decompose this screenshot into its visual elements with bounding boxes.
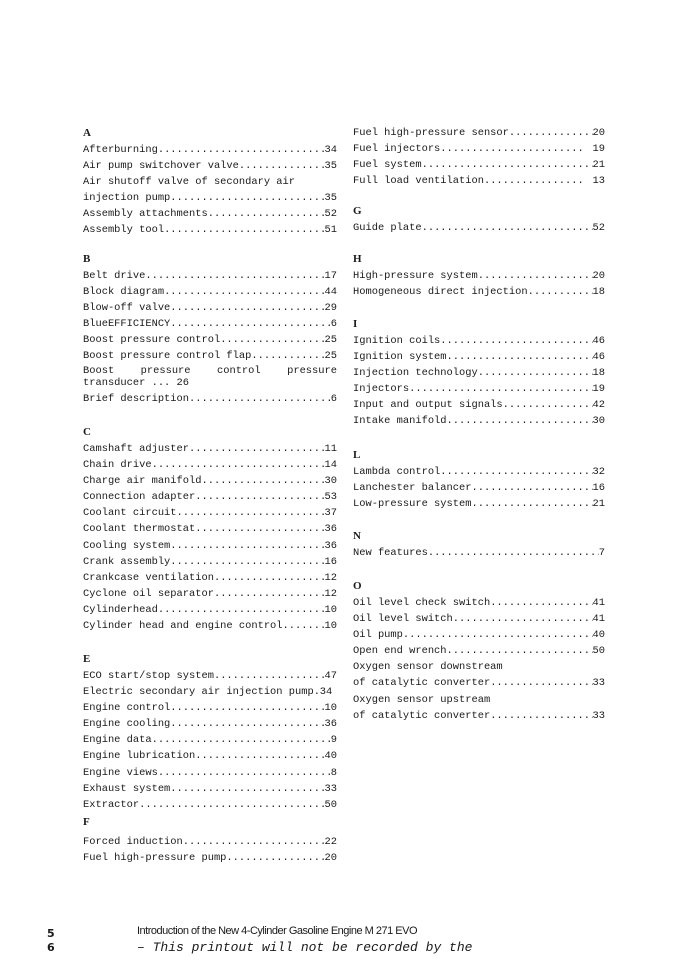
index-section-n xyxy=(353,528,605,561)
printout-notice: – This printout will not be recorded by the xyxy=(137,940,473,955)
index-entry: Belt drive ..... 17 xyxy=(83,268,337,284)
index-entry: Lanchester balancer ..... 16 xyxy=(353,480,605,496)
index-entry: Fuel high-pressure pump ..... 20 xyxy=(83,850,337,866)
index-entry: Ignition coils ..... 46 xyxy=(353,333,605,349)
index-entry: New features ..... 7 xyxy=(353,545,605,561)
index-entry: Assembly tool ..... 51 xyxy=(83,222,337,238)
index-entry: Ignition system ..... 46 xyxy=(353,349,605,365)
section-letter: H xyxy=(353,253,362,265)
index-section-e xyxy=(83,651,337,813)
index-entry: Connection adapter ..... 53 xyxy=(83,489,337,505)
section-letter: C xyxy=(83,426,91,438)
index-entry: Crank assembly ..... 16 xyxy=(83,554,337,570)
page-number: 6 xyxy=(47,941,55,954)
document-title: Introduction of the New 4-Cylinder Gasoline Engine M 271 EVO xyxy=(137,925,417,937)
index-entry: Brief description ..... 6 xyxy=(83,391,337,407)
index-entry: Camshaft adjuster ..... 11 xyxy=(83,441,337,457)
index-entry: Oil level switch ..... 41 xyxy=(353,611,605,627)
index-entry: Lambda control ..... 32 xyxy=(353,464,605,480)
index-entry: Full load ventilation ..... 13 xyxy=(353,173,605,189)
index-entry: ECO start/stop system ..... 47 xyxy=(83,668,337,684)
index-entry: Extractor ..... 50 xyxy=(83,797,337,813)
index-entry: Oxygen sensor downstream xyxy=(353,661,503,674)
index-entry: Coolant thermostat ..... 36 xyxy=(83,521,337,537)
section-letter: N xyxy=(353,530,361,542)
index-section-o xyxy=(353,578,605,724)
index-entry: Injection technology ..... 18 xyxy=(353,365,605,381)
index-entry: of catalytic converter ..... 33 xyxy=(353,675,605,691)
index-entry: Oxygen sensor upstream xyxy=(353,693,491,706)
index-entry: Air shutoff valve of secondary air xyxy=(83,176,296,189)
index-entry: Homogeneous direct injection ..... 18 xyxy=(353,284,605,300)
index-entry: Open end wrench ..... 50 xyxy=(353,643,605,659)
index-section-l xyxy=(353,447,605,512)
index-entry: Assembly attachments ..... 52 xyxy=(83,206,337,222)
index-entry: Forced induction ..... 22 xyxy=(83,834,337,850)
index-entry: Crankcase ventilation ..... 12 xyxy=(83,570,337,586)
index-entry: Engine data ..... 9 xyxy=(83,732,337,748)
section-letter: E xyxy=(83,653,91,665)
section-letter: B xyxy=(83,253,91,265)
index-entry: Intake manifold ..... 30 xyxy=(353,413,605,429)
index-entry: Oil pump ..... 40 xyxy=(353,627,605,643)
index-entry: Coolant circuit ..... 37 xyxy=(83,505,337,521)
index-entry: injection pump ..... 35 xyxy=(83,190,337,206)
index-entry: Input and output signals ..... 42 xyxy=(353,397,605,413)
index-entry: Engine control ..... 10 xyxy=(83,700,337,716)
index-entry: BlueEFFICIENCY ..... 6 xyxy=(83,316,337,332)
index-entry: Cylinderhead ..... 10 xyxy=(83,602,337,618)
index-entry: Block diagram ..... 44 xyxy=(83,284,337,300)
index-entry: Fuel high-pressure sensor ..... 20 xyxy=(353,125,605,141)
index-entry: Exhaust system ..... 33 xyxy=(83,781,337,797)
index-entry: Low-pressure system ..... 21 xyxy=(353,496,605,512)
index-entry: Oil level check switch ..... 41 xyxy=(353,595,605,611)
index-entry-justified: Boost pressure control pressure xyxy=(83,364,337,377)
index-section-a xyxy=(83,125,337,239)
index-entry: of catalytic converter ..... 33 xyxy=(353,708,605,724)
index-entry: Afterburning ..... 34 xyxy=(83,142,337,158)
index-entry: Cylinder head and engine control ..... 10 xyxy=(83,618,337,634)
section-letter: O xyxy=(353,580,362,592)
section-letter: F xyxy=(83,816,90,828)
index-entry: Guide plate ..... 52 xyxy=(353,220,605,236)
index-entry: Injectors ..... 19 xyxy=(353,381,605,397)
index-entry: Cooling system ..... 36 xyxy=(83,538,337,554)
index-entry: Engine cooling ..... 36 xyxy=(83,716,337,732)
section-letter: G xyxy=(353,205,362,217)
section-letter: I xyxy=(353,318,358,330)
index-section-f-continued xyxy=(353,125,605,189)
index-entry: transducer ... 26 xyxy=(83,376,190,389)
index-entry: Charge air manifold ..... 30 xyxy=(83,473,337,489)
section-letter: A xyxy=(83,127,91,139)
index-entry: Electric secondary air injection pump ..... 34 xyxy=(83,684,337,700)
index-entry: Blow-off valve ..... 29 xyxy=(83,300,337,316)
index-section-c xyxy=(83,424,337,634)
page-number: 5 xyxy=(47,927,55,940)
index-entry: Engine views ..... 8 xyxy=(83,765,337,781)
index-entry: Engine lubrication ..... 40 xyxy=(83,748,337,764)
section-letter: L xyxy=(353,449,361,461)
index-section-g xyxy=(353,203,605,236)
index-entry: High-pressure system ..... 20 xyxy=(353,268,605,284)
index-section-f xyxy=(83,814,337,866)
index-section-b xyxy=(83,251,337,407)
index-section-h xyxy=(353,251,605,300)
index-entry: Fuel system ..... 21 xyxy=(353,157,605,173)
index-entry: Chain drive ..... 14 xyxy=(83,457,337,473)
index-entry: Air pump switchover valve ..... 35 xyxy=(83,158,337,174)
index-entry: Boost pressure control ..... 25 xyxy=(83,332,337,348)
index-entry: Cyclone oil separator ..... 12 xyxy=(83,586,337,602)
index-entry: Boost pressure control flap ..... 25 xyxy=(83,348,337,364)
index-entry: Fuel injectors ..... 19 xyxy=(353,141,605,157)
index-section-i xyxy=(353,316,605,430)
